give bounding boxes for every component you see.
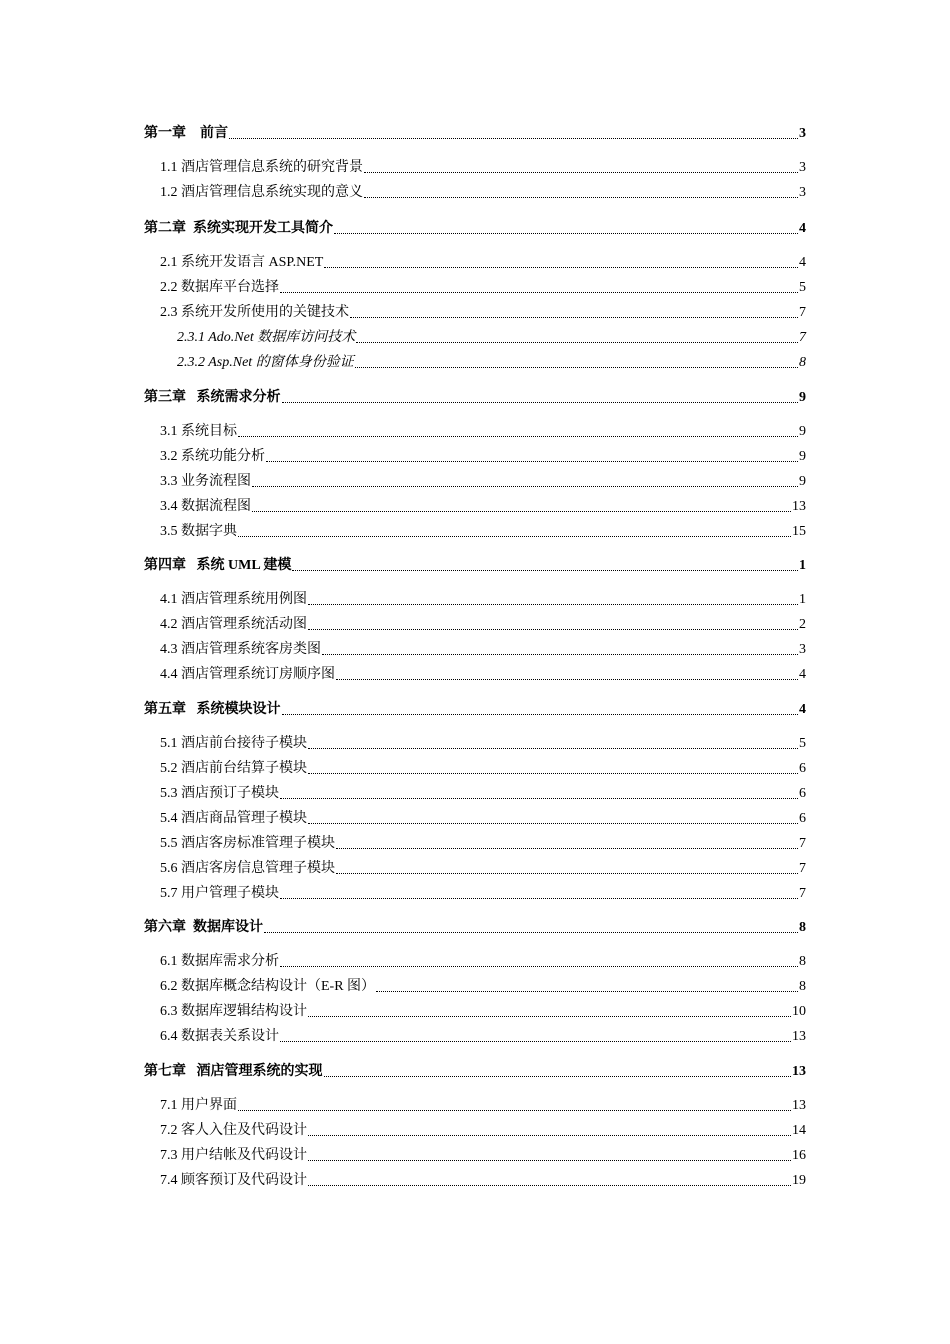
- toc-entry-title: 2.3 系统开发所使用的关键技术: [160, 305, 349, 320]
- toc-page-number: 3: [799, 126, 806, 141]
- dot-leader: [238, 1109, 791, 1111]
- toc-page-number: 8: [799, 979, 806, 994]
- toc-entry-title: 第七章 酒店管理系统的实现: [144, 1064, 323, 1079]
- toc-page-number: 1: [799, 558, 806, 573]
- toc-page-number: 8: [799, 355, 806, 370]
- toc-entry-title: 第一章 前言: [144, 126, 228, 141]
- dot-leader: [322, 653, 798, 655]
- toc-entry-title: 7.4 顾客预订及代码设计: [160, 1173, 307, 1188]
- toc-page-number: 13: [792, 1064, 806, 1079]
- toc-entry-title: 1.2 酒店管理信息系统实现的意义: [160, 185, 363, 200]
- toc-entry-title: 第六章 数据库设计: [144, 920, 263, 935]
- dot-leader: [280, 965, 798, 967]
- dot-leader: [252, 485, 798, 487]
- toc-page-number: 9: [799, 449, 806, 464]
- toc-entry-title: 5.7 用户管理子模块: [160, 886, 279, 901]
- dot-leader: [350, 316, 798, 318]
- toc-entry-title: 2.3.1 Ado.Net 数据库访问技术: [177, 330, 356, 345]
- toc-entry-title: 7.1 用户界面: [160, 1098, 237, 1113]
- toc-section-entry[interactable]: [0, 521, 950, 541]
- toc-section-entry[interactable]: [0, 302, 950, 322]
- toc-section-entry[interactable]: [0, 1095, 950, 1115]
- toc-entry-title: 6.2 数据库概念结构设计（E-R 图）: [160, 979, 376, 994]
- toc-entry-title: 1.1 酒店管理信息系统的研究背景: [160, 160, 363, 175]
- dot-leader: [282, 401, 799, 403]
- toc-page-number: 9: [799, 474, 806, 489]
- toc-entry-title: 5.1 酒店前台接待子模块: [160, 736, 307, 751]
- dot-leader: [308, 1015, 791, 1017]
- toc-section-entry[interactable]: [0, 833, 950, 853]
- toc-page-number: 4: [799, 221, 806, 236]
- toc-section-entry[interactable]: [0, 182, 950, 202]
- toc-page-number: 10: [792, 1004, 806, 1019]
- toc-page-number: 7: [799, 861, 806, 876]
- toc-section-entry[interactable]: [0, 471, 950, 491]
- toc-section-entry[interactable]: [0, 1001, 950, 1021]
- toc-page-number: 14: [792, 1123, 806, 1138]
- toc-section-entry[interactable]: [0, 783, 950, 803]
- dot-leader: [280, 797, 798, 799]
- toc-page-number: 15: [792, 524, 806, 539]
- toc-entry-title: 3.2 系统功能分析: [160, 449, 265, 464]
- toc-entry-title: 3.1 系统目标: [160, 424, 237, 439]
- dot-leader: [308, 772, 798, 774]
- toc-page-number: 8: [799, 920, 806, 935]
- toc-page-number: 2: [799, 617, 806, 632]
- toc-entry-title: 7.3 用户结帐及代码设计: [160, 1148, 307, 1163]
- dot-leader: [324, 1075, 792, 1077]
- toc-entry-title: 5.5 酒店客房标准管理子模块: [160, 836, 335, 851]
- toc-entry-title: 2.2 数据库平台选择: [160, 280, 279, 295]
- toc-section-entry[interactable]: [0, 1170, 950, 1190]
- toc-page-number: 4: [799, 255, 806, 270]
- toc-entry-title: 4.2 酒店管理系统活动图: [160, 617, 307, 632]
- dot-leader: [292, 569, 798, 571]
- toc-page-number: 16: [792, 1148, 806, 1163]
- toc-subsection-entry[interactable]: [0, 352, 950, 372]
- toc-page-number: 1: [799, 592, 806, 607]
- toc-entry-title: 2.3.2 Asp.Net 的窗体身份验证: [177, 355, 354, 370]
- toc-entry-title: 第四章 系统 UML 建模: [144, 558, 292, 573]
- dot-leader: [336, 678, 798, 680]
- toc-section-entry[interactable]: [0, 976, 950, 996]
- dot-leader: [308, 1134, 791, 1136]
- toc-chapter-entry[interactable]: [0, 1061, 950, 1081]
- toc-entry-title: 7.2 客人入住及代码设计: [160, 1123, 307, 1138]
- dot-leader: [364, 171, 798, 173]
- toc-section-entry[interactable]: [0, 808, 950, 828]
- toc-page-number: 6: [799, 786, 806, 801]
- dot-leader: [308, 747, 798, 749]
- toc-page-number: 7: [799, 836, 806, 851]
- toc-page-number: 13: [792, 1098, 806, 1113]
- dot-leader: [364, 196, 798, 198]
- toc-subsection-entry[interactable]: [0, 327, 950, 347]
- toc-chapter-entry[interactable]: [0, 917, 950, 937]
- dot-leader: [282, 713, 799, 715]
- toc-entry-title: 第二章 系统实现开发工具简介: [144, 221, 333, 236]
- toc-section-entry[interactable]: [0, 421, 950, 441]
- dot-leader: [334, 232, 798, 234]
- toc-page-number: 3: [799, 642, 806, 657]
- dot-leader: [308, 1184, 791, 1186]
- toc-section-entry[interactable]: [0, 277, 950, 297]
- toc-page-number: 13: [792, 499, 806, 514]
- toc-entry-title: 4.3 酒店管理系统客房类图: [160, 642, 321, 657]
- toc-section-entry[interactable]: [0, 758, 950, 778]
- toc-section-entry[interactable]: [0, 951, 950, 971]
- toc-section-entry[interactable]: [0, 446, 950, 466]
- toc-page-number: 3: [799, 160, 806, 175]
- toc-section-entry[interactable]: [0, 157, 950, 177]
- toc-entry-title: 3.3 业务流程图: [160, 474, 251, 489]
- toc-page-number: 5: [799, 280, 806, 295]
- toc-page-number: 3: [799, 185, 806, 200]
- toc-page-number: 19: [792, 1173, 806, 1188]
- dot-leader: [308, 603, 798, 605]
- toc-entry-title: 5.6 酒店客房信息管理子模块: [160, 861, 335, 876]
- dot-leader: [336, 847, 798, 849]
- dot-leader: [308, 822, 798, 824]
- dot-leader: [266, 460, 798, 462]
- toc-section-entry[interactable]: [0, 1145, 950, 1165]
- dot-leader: [280, 291, 798, 293]
- toc-page-number: 7: [799, 330, 806, 345]
- dot-leader: [229, 137, 798, 139]
- toc-section-entry[interactable]: [0, 589, 950, 609]
- toc-page-number: 13: [792, 1029, 806, 1044]
- toc-page-number: 4: [799, 702, 806, 717]
- toc-section-entry[interactable]: [0, 1120, 950, 1140]
- dot-leader: [280, 897, 798, 899]
- toc-section-entry[interactable]: [0, 733, 950, 753]
- toc-entry-title: 第五章 系统模块设计: [144, 702, 281, 717]
- toc-section-entry[interactable]: [0, 496, 950, 516]
- toc-chapter-entry[interactable]: [0, 123, 950, 143]
- toc-section-entry[interactable]: [0, 858, 950, 878]
- dot-leader: [238, 435, 798, 437]
- dot-leader: [376, 990, 798, 992]
- toc-entry-title: 5.3 酒店预订子模块: [160, 786, 279, 801]
- toc-section-entry[interactable]: [0, 614, 950, 634]
- toc-section-entry[interactable]: [0, 664, 950, 684]
- toc-page-number: 9: [799, 390, 806, 405]
- toc-page-number: 8: [799, 954, 806, 969]
- toc-chapter-entry[interactable]: [0, 218, 950, 238]
- toc-page-number: 6: [799, 761, 806, 776]
- dot-leader: [355, 366, 798, 368]
- toc-entry-title: 2.1 系统开发语言 ASP.NET: [160, 255, 324, 270]
- toc-entry-title: 6.3 数据库逻辑结构设计: [160, 1004, 307, 1019]
- toc-page-number: 7: [799, 305, 806, 320]
- toc-entry-title: 3.5 数据字典: [160, 524, 237, 539]
- toc-section-entry[interactable]: [0, 1026, 950, 1046]
- toc-entry-title: 5.2 酒店前台结算子模块: [160, 761, 307, 776]
- toc-entry-title: 6.1 数据库需求分析: [160, 954, 279, 969]
- toc-entry-title: 4.4 酒店管理系统订房顺序图: [160, 667, 335, 682]
- toc-page-number: 7: [799, 886, 806, 901]
- toc-page-number: 6: [799, 811, 806, 826]
- toc-entry-title: 4.1 酒店管理系统用例图: [160, 592, 307, 607]
- toc-chapter-entry[interactable]: [0, 699, 950, 719]
- toc-section-entry[interactable]: [0, 883, 950, 903]
- dot-leader: [336, 872, 798, 874]
- toc-page-number: 9: [799, 424, 806, 439]
- toc-entry-title: 第三章 系统需求分析: [144, 390, 281, 405]
- toc-entry-title: 3.4 数据流程图: [160, 499, 251, 514]
- toc-chapter-entry[interactable]: [0, 387, 950, 407]
- toc-entry-title: 6.4 数据表关系设计: [160, 1029, 279, 1044]
- dot-leader: [264, 931, 798, 933]
- dot-leader: [252, 510, 791, 512]
- dot-leader: [280, 1040, 791, 1042]
- dot-leader: [324, 266, 798, 268]
- toc-entry-title: 5.4 酒店商品管理子模块: [160, 811, 307, 826]
- dot-leader: [238, 535, 791, 537]
- toc-page-number: 4: [799, 667, 806, 682]
- toc-page-number: 5: [799, 736, 806, 751]
- dot-leader: [308, 628, 798, 630]
- toc-section-entry[interactable]: [0, 639, 950, 659]
- dot-leader: [356, 341, 798, 343]
- toc-chapter-entry[interactable]: [0, 555, 950, 575]
- toc-section-entry[interactable]: [0, 252, 950, 272]
- dot-leader: [308, 1159, 791, 1161]
